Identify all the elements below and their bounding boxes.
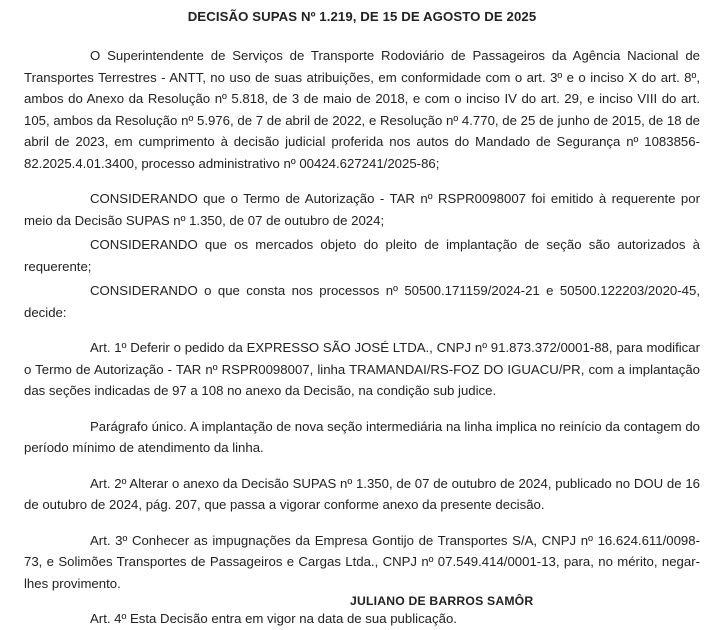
article-2-paragraph: Art. 2º Alterar o anexo da Decisão SUPAS nº 1.350, de 07 de outubro de 2024, publicado no DOU de 16 de outubro de 2024, pág. 207, que passa a vigorar conforme anexo da presente decisão.	[24, 475, 700, 512]
document-title: DECISÃO SUPAS Nº 1.219, DE 15 DE AGOSTO DE 2025	[187, 9, 537, 24]
preamble-paragraph: O Superintendente de Serviços de Transporte Rodoviário de Passageiros da Agência Nacional de Transportes Terrestres - ANTT, no uso de suas atribuições, em conformidade com o art. 3º e o inciso X do art. 8º, ambos do Anexo da Resolução nº 5.818, de 3 de maio de 2018, e com o inciso IV do art. 29, e inciso VIII do art. 105, ambos da Resolução nº 5.976, de 7 de abril de 2022, e Resolução nº 4.770, de 25 de junho de 2015, de 18 de abril de 2023, em cumprimento à decisão judicial proferida nos autos do Mandado de Segurança nº 1083856-82.2025.4.01.3400, processo administrativo nº 00424.627241/2025-86;	[24, 48, 700, 171]
considering-paragraph-3: CONSIDERANDO o que consta nos processos nº 50500.171159/2024-21 e 50500.122203/2020-45, decide:	[24, 283, 700, 320]
decision-document	[24, 0, 700, 630]
article-1-paragraph: Art. 1º Deferir o pedido da EXPRESSO SÃO JOSÉ LTDA., CNPJ nº 91.873.372/0001-88, para modificar o Termo de Autorização - TAR nº RSPR0098007, linha TRAMANDAI/RS-FOZ DO IGUACU/PR, com a implantação das seções indicadas de 97 a 108 no anexo da Decisão, na condição sub judice.	[24, 340, 700, 398]
sole-paragraph: Parágrafo único. A implantação de nova seção intermediária na linha implica no reinício da contagem do período mínimo de atendimento da linha.	[24, 418, 700, 455]
signatory-name: JULIANO DE BARROS SAMÔR	[350, 594, 534, 608]
considering-paragraph-1: CONSIDERANDO que o Termo de Autorização - TAR nº RSPR0098007 foi emitido à requerente por meio da Decisão SUPAS nº 1.350, de 07 de outubro de 2024;	[24, 191, 700, 228]
article-4-paragraph: Art. 4º Esta Decisão entra em vigor na data de sua publicação.	[90, 611, 457, 626]
considering-paragraph-2: CONSIDERANDO que os mercados objeto do pleito de implantação de seção são autorizados à requerente;	[24, 237, 700, 274]
article-3-paragraph: Art. 3º Conhecer as impugnações da Empresa Gontijo de Transportes S/A, CNPJ nº 16.624.611/0098-73, e Solimões Transportes de Passageiros e Cargas Ltda., CNPJ nº 07.549.414/0001-13, para, no mérito, negar-lhes provimento.	[24, 532, 700, 591]
